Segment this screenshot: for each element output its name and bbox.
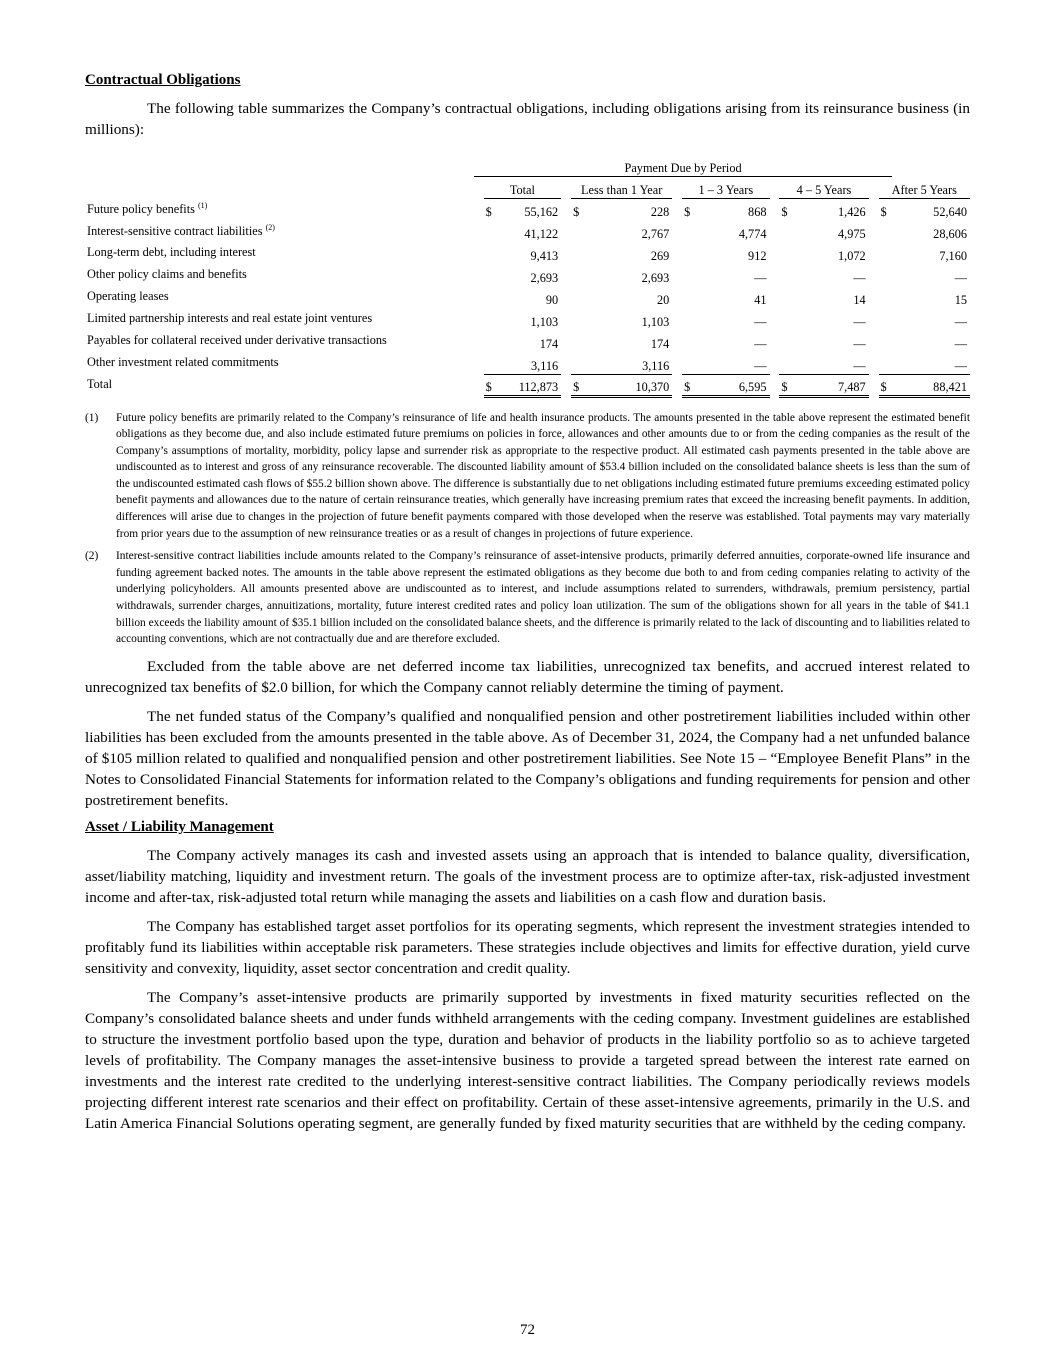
document-page bbox=[85, 70, 970, 1134]
cell-value: 52,640 bbox=[933, 205, 967, 219]
table-row bbox=[85, 220, 970, 242]
alm-paragraph-1: The Company actively manages its cash and invested assets using an approach that is intended to balance quality, diversification, asset/liability matching, liquidity and investment return. The goals of the investment process are to optimize after-tax, risk-adjusted investment income and after-tax, risk-adjusted total return while managing the assets and liabilities on a cash flow and duration basis. bbox=[85, 846, 970, 906]
column-header: After 5 Years bbox=[879, 176, 970, 198]
cell-value: — bbox=[853, 358, 866, 373]
currency-symbol: $ bbox=[573, 379, 580, 394]
cell-value: 88,421 bbox=[892, 374, 970, 396]
cell-value: 28,606 bbox=[933, 227, 967, 241]
footnote bbox=[85, 548, 970, 648]
cell-value: 10,370 bbox=[585, 374, 672, 396]
cell-value: 15 bbox=[954, 293, 967, 307]
footnote-text: Future policy benefits are primarily related to the Company’s reinsurance of life and health insurance products. The amounts presented in the table above represent the estimated benefit obligations as they become due, and also include estimated future premiums on policies in force, allowances and other amounts due to or from the ceding companies as the result of the Company’s assumptions of mortality, morbidity, policy lapse and surrender risk as appropriate to the respective product. All estimated cash payments presented in the table above are undiscounted as to interest and gross of any reinsurance recoverable. The discounted liability amount of $53.4 billion included on the consolidated balance sheets is less than the sum of the undiscounted estimated cash flows of $55.2 billion shown above. The difference is substantially due to net obligations including estimated future premiums exceeding estimated policy benefit payments and allowances due to the nature of certain reinsurance treaties, which generally have increasing premium rates that exceed the increasing benefit payments. In addition, differences will arise due to changes in the projection of future benefit payments compared with those developed when the reserve was established. Total payments may vary materially from prior years due to the assumption of new reinsurance treaties or as a result of changes in projections of future experience. bbox=[116, 411, 970, 540]
column-header: 1 – 3 Years bbox=[682, 176, 769, 198]
cell-value: 55,162 bbox=[524, 205, 559, 219]
table-row bbox=[85, 330, 970, 352]
row-label: Future policy benefits bbox=[87, 202, 195, 217]
row-label: Total bbox=[87, 377, 113, 391]
footnote-number: (1) bbox=[85, 411, 99, 424]
row-label: Interest-sensitive contract liabilities bbox=[87, 224, 263, 239]
total-row bbox=[85, 374, 970, 396]
cell-value: — bbox=[954, 337, 967, 351]
currency-symbol: $ bbox=[485, 205, 492, 219]
table-row bbox=[85, 264, 970, 286]
cell-value: 1,072 bbox=[838, 249, 866, 263]
table-row bbox=[85, 242, 970, 264]
footnote bbox=[85, 410, 970, 543]
alm-paragraph-3: The Company’s asset-intensive products are primarily supported by investments in fixed maturity securities reflected on the Company’s consolidated balance sheets and under funds withheld arrangements with the ceding company. Investment guidelines are established to structure the investment portfolio based upon the type, duration and behavior of products in the liability portfolio so as to achieve targeted levels of profitability. The Company manages the asset-intensive business to provide a targeted spread between the interest rate earned on investments and the interest rate credited to the underlying interest-sensitive contract liabilities. The Company periodically reviews models projecting different interest rate scenarios and their effect on profitability. Certain of these asset-intensive agreements, primarily in the U.S. and Latin America Financial Solutions operating segment, are generally funded by fixed maturity securities that are withheld by the ceding company. bbox=[85, 988, 970, 1132]
footnote-ref: (1) bbox=[198, 201, 208, 210]
group-header: Payment Due by Period bbox=[474, 154, 893, 176]
footnote-ref: (2) bbox=[265, 223, 275, 232]
cell-value: — bbox=[754, 271, 767, 285]
contractual-obligations-table bbox=[85, 154, 970, 398]
row-label: Limited partnership interests and real estate joint ventures bbox=[87, 311, 373, 325]
section-title-contractual-obligations: Contractual Obligations bbox=[85, 72, 241, 88]
currency-symbol: $ bbox=[684, 379, 691, 394]
cell-value: 14 bbox=[853, 293, 866, 307]
currency-symbol: $ bbox=[781, 379, 788, 394]
cell-value: 20 bbox=[657, 293, 670, 307]
table-row bbox=[85, 308, 970, 330]
cell-value: 7,487 bbox=[793, 374, 868, 396]
column-header: Less than 1 Year bbox=[571, 176, 672, 198]
cell-value: 174 bbox=[539, 337, 559, 351]
cell-value: 7,160 bbox=[939, 249, 967, 263]
cell-value: 3,116 bbox=[642, 358, 670, 373]
pension-paragraph: The net funded status of the Company’s qualified and nonqualified pension and other postretirement liabilities included within other liabilities has been excluded from the amounts presented in the table above. As of December 31, 2024, the Company had a net unfunded balance of $105 million related to qualified and nonqualified pension and other postretirement liabilities. See Note 15 – “Employee Benefit Plans” in the Notes to Consolidated Financial Statements for information related to the Company’s obligations and funding requirements for pension and other postretirement benefits. bbox=[85, 707, 970, 809]
alm-paragraph-2: The Company has established target asset portfolios for its operating segments, which represent the investment strategies intended to profitably fund its liabilities within acceptable risk parameters. These strategies include objectives and limits for effective duration, yield curve sensitivity and convexity, liquidity, asset sector concentration and credit quality. bbox=[85, 917, 970, 977]
cell-value: 1,426 bbox=[838, 205, 866, 219]
cell-value: — bbox=[954, 358, 967, 373]
row-label: Operating leases bbox=[87, 289, 169, 303]
excluded-paragraph: Excluded from the table above are net deferred income tax liabilities, unrecognized tax benefits, and accrued interest related to unrecognized tax benefits of $2.0 billion, for which the Company cannot reliably determine the timing of payment. bbox=[85, 657, 970, 696]
cell-value: — bbox=[853, 315, 866, 329]
row-label: Other investment related commitments bbox=[87, 355, 279, 369]
cell-value: 6,595 bbox=[696, 374, 769, 396]
cell-value: 868 bbox=[748, 205, 767, 219]
cell-value: — bbox=[754, 337, 767, 351]
currency-symbol: $ bbox=[684, 205, 691, 219]
currency-symbol: $ bbox=[880, 205, 887, 219]
cell-value: 174 bbox=[650, 337, 670, 351]
row-label: Payables for collateral received under derivative transactions bbox=[87, 333, 387, 347]
currency-symbol: $ bbox=[781, 205, 788, 219]
column-header: Total bbox=[484, 176, 562, 198]
cell-value: 228 bbox=[650, 205, 670, 219]
cell-value: 2,693 bbox=[641, 271, 670, 285]
footnote-text: Interest-sensitive contract liabilities include amounts related to the Company’s reinsurance of asset-intensive products, primarily deferred annuities, corporate-owned life insurance and funding agreement backed notes. The amounts in the table above represent the estimated obligations as they become due both to and from ceding companies relating to activity of the underlying policyholders. All amounts presented above are undiscounted as to interest, and include assumptions related to surrenders, withdrawals, premium persistency, partial withdrawals, surrender charges, annuitizations, mortality, future interest credited rates and policy loan utilization. The sum of the obligations shown for all years in the table of $41.1 billion exceeds the liability amount of $35.1 billion included on the consolidated balance sheets, and the difference is primarily related to the lack of discounting and to liabilities related to accounting conventions, which are not contractually due and are therefore excluded. bbox=[116, 550, 970, 646]
cell-value: 269 bbox=[650, 249, 670, 263]
currency-symbol: $ bbox=[573, 205, 580, 219]
cell-value: 4,774 bbox=[738, 227, 767, 241]
cell-value: 2,693 bbox=[530, 271, 559, 285]
table-row bbox=[85, 198, 970, 220]
footnote-number: (2) bbox=[85, 550, 99, 563]
footnotes bbox=[85, 410, 970, 648]
cell-value: 112,873 bbox=[498, 374, 562, 396]
cell-value: 1,103 bbox=[641, 315, 670, 329]
row-label: Other policy claims and benefits bbox=[87, 267, 247, 281]
table-row bbox=[85, 352, 970, 374]
row-label: Long-term debt, including interest bbox=[87, 245, 256, 259]
cell-value: 4,975 bbox=[838, 227, 866, 241]
cell-value: — bbox=[754, 315, 767, 329]
section-title-alm: Asset / Liability Management bbox=[85, 818, 274, 835]
cell-value: — bbox=[754, 358, 767, 373]
cell-value: — bbox=[954, 315, 967, 329]
cell-value: 3,116 bbox=[530, 358, 559, 373]
cell-value: — bbox=[954, 271, 967, 285]
column-header: 4 – 5 Years bbox=[779, 176, 868, 198]
cell-value: 41 bbox=[754, 293, 767, 307]
intro-paragraph: The following table summarizes the Company’s contractual obligations, including obligations arising from its reinsurance business (in millions): bbox=[85, 100, 970, 138]
cell-value: 2,767 bbox=[641, 227, 670, 241]
table-row bbox=[85, 286, 970, 308]
cell-value: 1,103 bbox=[530, 315, 559, 329]
currency-symbol: $ bbox=[880, 379, 887, 394]
cell-value: — bbox=[853, 271, 866, 285]
cell-value: 90 bbox=[545, 293, 559, 307]
page-number: 72 bbox=[520, 1322, 535, 1338]
cell-value: 912 bbox=[748, 249, 767, 263]
cell-value: 9,413 bbox=[530, 249, 559, 263]
cell-value: — bbox=[853, 337, 866, 351]
currency-symbol: $ bbox=[485, 379, 492, 394]
cell-value: 41,122 bbox=[524, 227, 559, 241]
